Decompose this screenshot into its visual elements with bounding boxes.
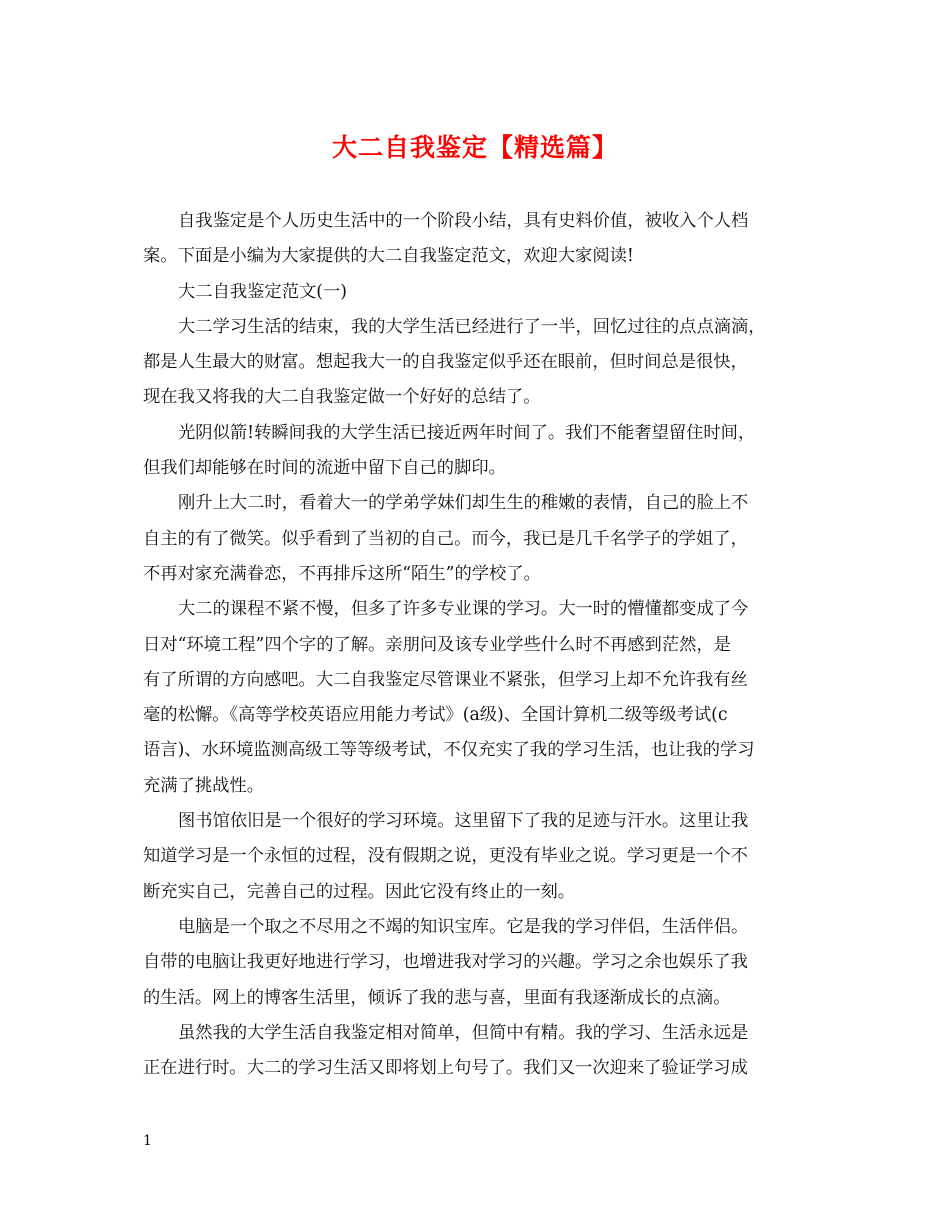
body-line: 现在我又将我的大二自我鉴定做一个好好的总结了。 bbox=[143, 387, 541, 408]
body-line: 正在进行时。大二的学习生活又即将划上句号了。我们又一次迎来了验证学习成 bbox=[143, 1058, 748, 1079]
body-line: 断充实自己，完善自己的过程。因此它没有终止的一刻。 bbox=[143, 881, 576, 902]
body-line: 图书馆依旧是一个很好的学习环境。这里留下了我的足迹与汗水。这里让我 bbox=[178, 811, 749, 832]
body-line: 自主的有了微笑。似乎看到了当初的自己。而今，我已是几千名学子的学姐了， bbox=[143, 528, 748, 549]
body-line: 知道学习是一个永恒的过程，没有假期之说，更没有毕业之说。学习更是一个不 bbox=[143, 846, 748, 867]
body-line: 光阴似箭!转瞬间我的大学生活已接近两年时间了。我们不能奢望留住时间， bbox=[178, 422, 756, 443]
body-line: 自我鉴定是个人历史生活中的一个阶段小结，具有史料价值，被收入个人档 bbox=[178, 211, 749, 231]
body-line: 案。下面是小编为大家提供的大二自我鉴定范文，欢迎大家阅读! bbox=[143, 246, 634, 267]
body-line: 毫的松懈。《高等学校英语应用能力考试》(a级)、全国计算机二级等级考试(c bbox=[143, 705, 728, 726]
body-line: 但我们却能够在时间的流逝中留下自己的脚印。 bbox=[143, 458, 506, 479]
body-line: 虽然我的大学生活自我鉴定相对简单，但简中有精。我的学习、生活永远是 bbox=[178, 1022, 749, 1043]
body-line: 日对“环境工程”四个字的了解。亲朋问及该专业学些什么时不再感到茫然，是 bbox=[143, 634, 731, 655]
body-line: 大二的课程不紧不慢，但多了许多专业课的学习。大一时的懵懂都变成了今 bbox=[178, 599, 749, 620]
body-line: 语言)、水环境监测高级工等等级考试，不仅充实了我的学习生活，也让我的学习 bbox=[143, 740, 755, 761]
page-number: 1 bbox=[143, 1133, 152, 1149]
body-line: 有了所谓的方向感吧。大二自我鉴定尽管课业不紧张，但学习上却不允许我有丝 bbox=[143, 669, 748, 690]
body-line: 自带的电脑让我更好地进行学习，也增进我对学习的兴趣。学习之余也娱乐了我 bbox=[143, 952, 748, 973]
body-line: 充满了挑战性。 bbox=[143, 775, 264, 796]
body-line: 都是人生最大的财富。想起我大一的自我鉴定似乎还在眼前，但时间总是很快， bbox=[143, 352, 748, 373]
body-line: 电脑是一个取之不尽用之不竭的知识宝库。它是我的学习伴侣，生活伴侣。 bbox=[178, 916, 749, 937]
body-line: 刚升上大二时，看着大一的学弟学妹们却生生的稚嫩的表情，自己的脸上不 bbox=[178, 493, 749, 514]
body-line: 不再对家充满眷恋，不再排斥这所“陌生”的学校了。 bbox=[143, 563, 541, 584]
section-heading: 大二自我鉴定范文(一) bbox=[178, 281, 348, 302]
document-title: 大二自我鉴定【精选篇】 bbox=[331, 133, 618, 162]
body-line: 的生活。网上的博客生活里，倾诉了我的悲与喜，里面有我逐渐成长的点滴。 bbox=[143, 987, 731, 1008]
document-body bbox=[143, 204, 810, 1086]
body-line: 大二学习生活的结束，我的大学生活已经进行了一半，回忆过往的点点滴滴， bbox=[178, 316, 766, 337]
